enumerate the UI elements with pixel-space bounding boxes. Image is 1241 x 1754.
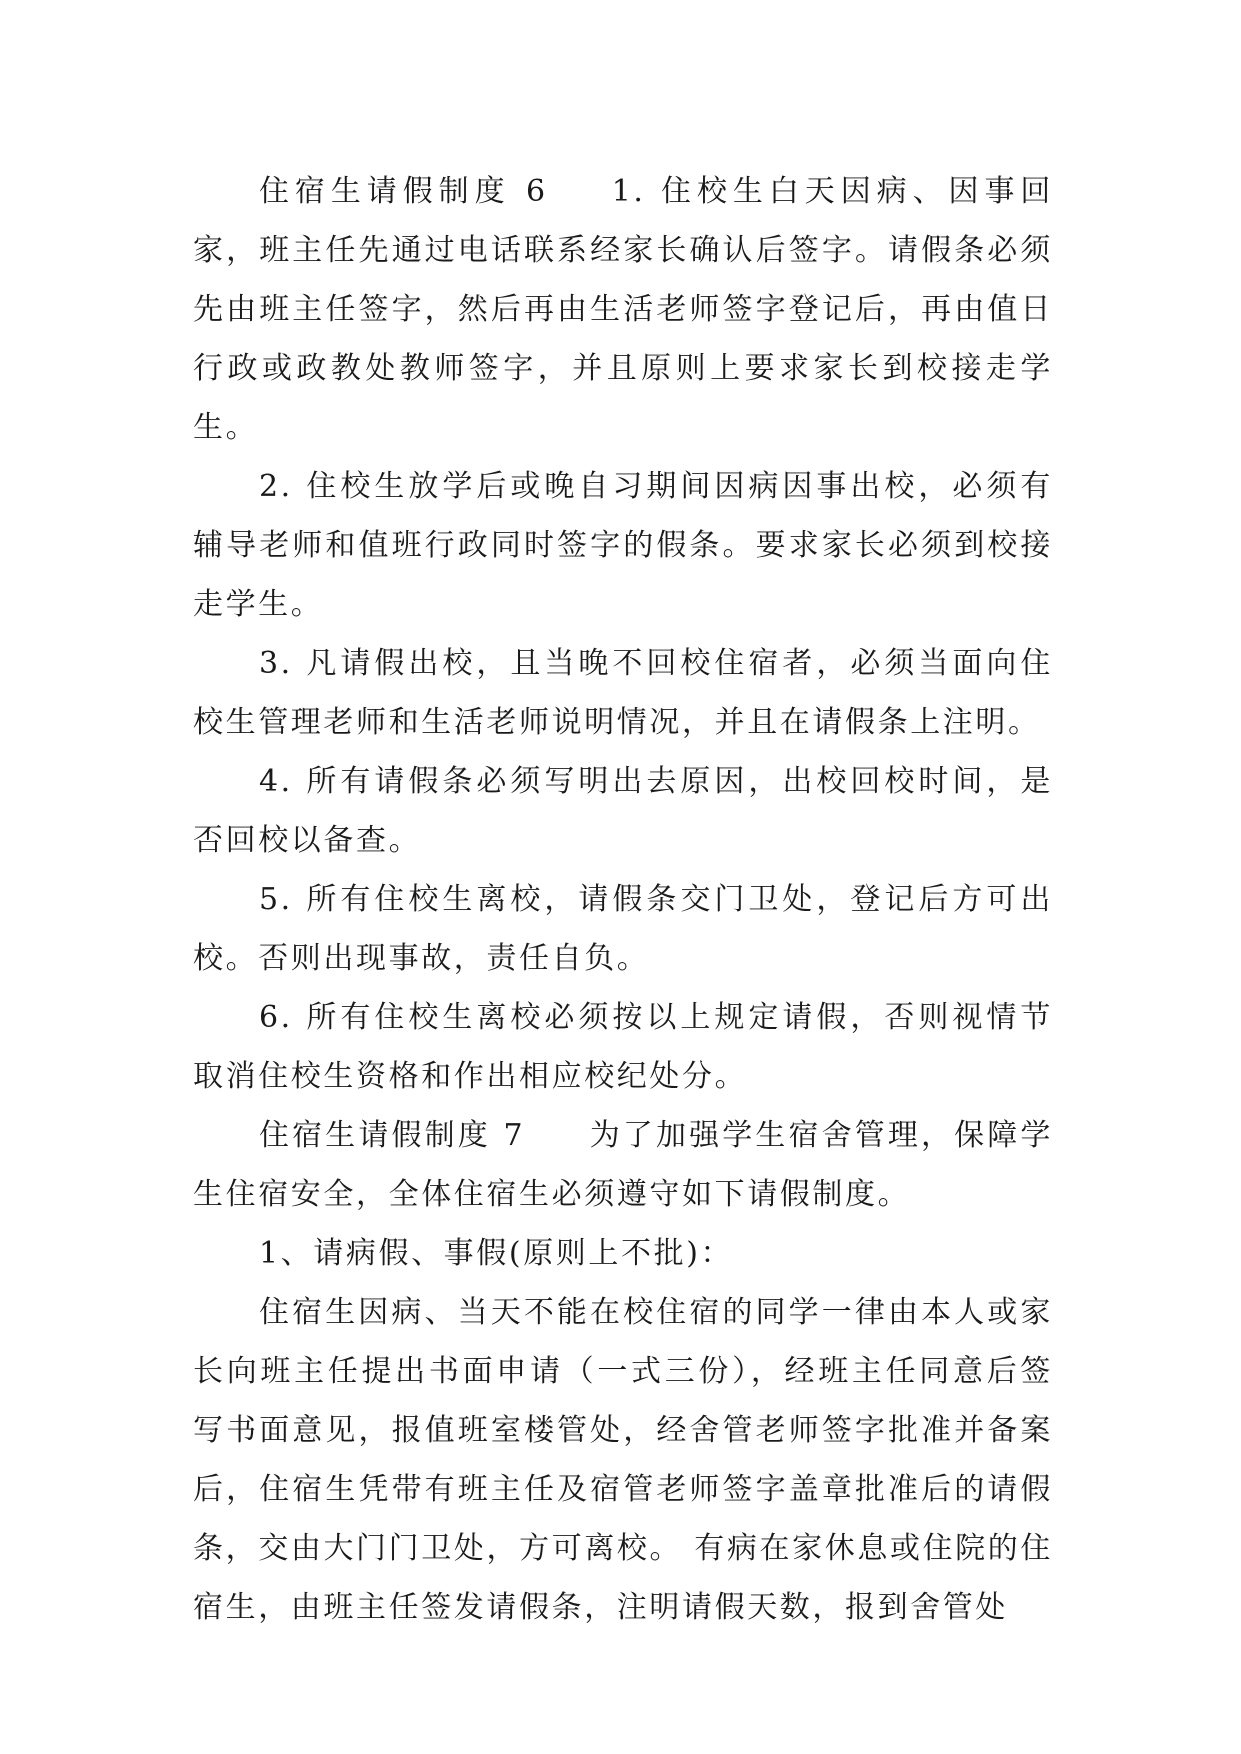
paragraph-text: 5. 所有住校生离校，请假条交门卫处，登记后方可出校。否则出现事故，责任自负。: [193, 882, 1053, 976]
section-heading: 住宿生请假制度 7: [259, 1118, 526, 1153]
paragraph-text: 4. 所有请假条必须写明出去原因，出校回校时间，是否回校以备查。: [193, 764, 1053, 858]
paragraph: [193, 1283, 1053, 1637]
document-body: [193, 162, 1053, 1637]
paragraph: [193, 162, 1053, 457]
paragraph: [193, 870, 1053, 988]
paragraph-text: 2. 住校生放学后或晚自习期间因病因事出校，必须有辅导老师和值班行政同时签字的假条。要求家长必须到校接走学生。: [193, 469, 1053, 622]
section-heading: 住宿生请假制度 6: [259, 174, 548, 209]
paragraph: [193, 457, 1053, 634]
paragraph: [193, 752, 1053, 870]
paragraph-text: 住宿生因病、当天不能在校住宿的同学一律由本人或家长向班主任提出书面申请（一式三份），经班主任同意后签写书面意见，报值班室楼管处，经舍管老师签字批准并备案后，住宿生凭带有班主任及宿管老师签字盖章批准后的请假条，交由大门门卫处，方可离校。 有病在家休息或住院的住宿生，由班主任签发请假条，注明请假天数，报到舍管处: [193, 1295, 1053, 1625]
paragraph: [193, 988, 1053, 1106]
paragraph-text: 为了加强学生宿舍管理，保障学生住宿安全，全体住宿生必须遵守如下请假制度。: [193, 1118, 1053, 1212]
paragraph-text: 6. 所有住校生离校必须按以上规定请假，否则视情节取消住校生资格和作出相应校纪处分。: [193, 1000, 1053, 1094]
paragraph-text: 1. 住校生白天因病、因事回家，班主任先通过电话联系经家长确认后签字。请假条必须先由班主任签字，然后再由生活老师签字登记后，再由值日行政或政教处教师签字，并且原则上要求家长到校接走学生。: [193, 174, 1054, 445]
paragraph: [193, 634, 1053, 752]
paragraph: [193, 1106, 1053, 1224]
paragraph: [193, 1224, 1053, 1283]
paragraph-text: 3. 凡请假出校，且当晚不回校住宿者，必须当面向住校生管理老师和生活老师说明情况，并且在请假条上注明。: [193, 646, 1053, 740]
paragraph-text: 1、请病假、事假(原则上不批)：: [259, 1236, 734, 1271]
